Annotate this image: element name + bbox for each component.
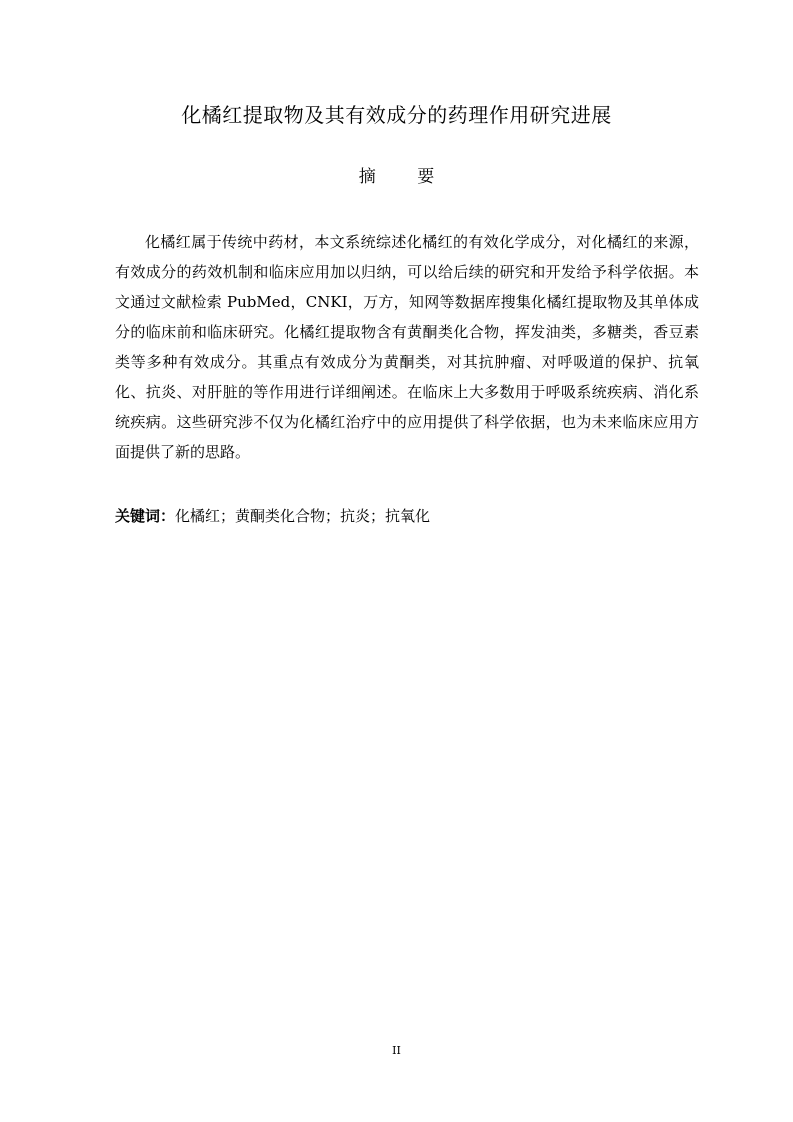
document-title: 化橘红提取物及其有效成分的药理作用研究进展 [181,103,612,127]
keywords-line [115,501,699,531]
abstract-body: 化橘红属于传统中药材，本文系统综述化橘红的有效化学成分，对化橘红的来源，有效成分的药效机制和临床应用加以归纳，可以给后续的研究和开发给予科学依据。本文通过文献检索 PubMed，CNKI，万方，知网等数据库搜集化橘红提取物及其单体成分的临床前和临床研究。化橘红提取物含有黄酮类化合物，挥发油类，多糖类，香豆素类等多种有效成分。其重点有效成分为黄酮类，对其抗肿瘤、对呼吸道的保护、抗氧化、抗炎、对肝脏的等作用进行详细阐述。在临床上大多数用于呼吸系统疾病、消化系统疾病。这些研究涉不仅为化橘红治疗中的应用提供了科学依据，也为未来临床应用方面提供了新的思路。 [115,233,699,461]
keywords-value: 化橘红；黄酮类化合物；抗炎；抗氧化 [175,507,431,525]
page-number: II [392,1044,401,1057]
abstract-heading: 摘 要 [358,167,453,187]
keywords-label: 关键词： [115,507,176,525]
